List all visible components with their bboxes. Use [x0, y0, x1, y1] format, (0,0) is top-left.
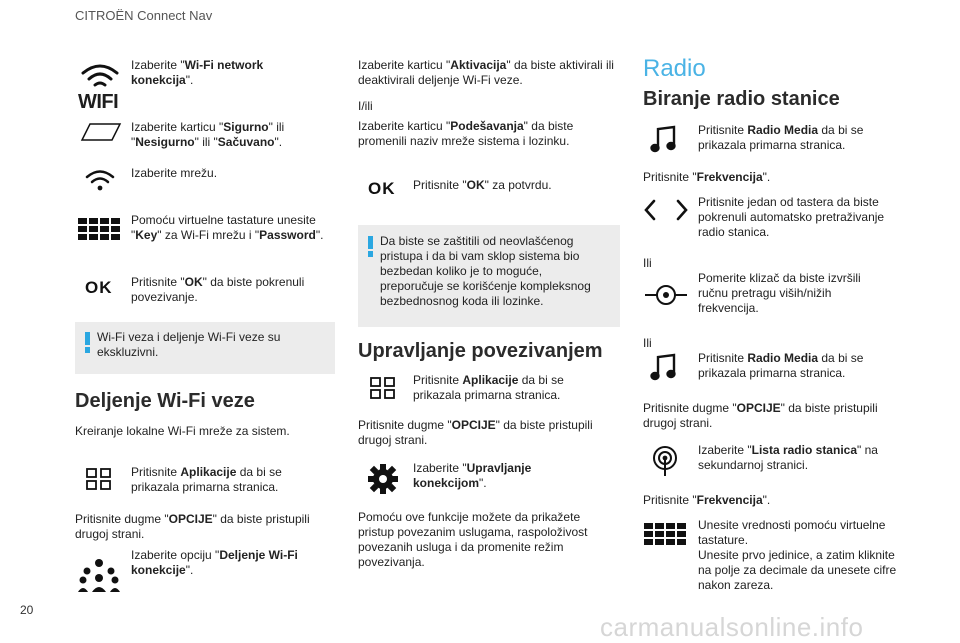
or-label: Ili [643, 336, 652, 350]
section-title-radio: Biranje radio stanice [643, 88, 840, 110]
step-options: Pritisnite dugme "OPCIJE" da biste pristupili drugoj strani. [75, 512, 310, 541]
step-share: Izaberite opciju "Deljenje Wi-Fi konekcije". [131, 548, 298, 577]
page-number: 20 [20, 603, 34, 617]
parallelogram-icon [80, 122, 122, 147]
step-wifi-network: Izaberite "Wi-Fi network konekcija". [131, 58, 264, 87]
keyboard-icon [78, 218, 120, 251]
wifi-label: WIFI [78, 91, 119, 113]
step-frequency: Pritisnite "Frekvencija". [643, 493, 771, 507]
info-icon [368, 236, 373, 249]
step-tabs: Izaberite karticu "Sigurno" ili "Nesigurno" ili "Sačuvano". [131, 120, 285, 149]
note-text: Wi-Fi veza i deljenje Wi-Fi veze su ekskluzivni. [97, 330, 281, 359]
step-activate: Izaberite karticu "Aktivacija" da biste aktivirali ili deaktivirali deljenje Wi-Fi veze. [358, 58, 614, 87]
chevrons-icon [643, 198, 689, 227]
intro-text: Kreiranje lokalne Wi-Fi mreže za sistem. [75, 424, 290, 438]
step-settings: Izaberite karticu "Podešavanja" da biste promenili naziv mreže sistema i lozinku. [358, 119, 574, 148]
note-text: Da biste se zaštitili od neovlašćenog pristupa i da bi vam sklop sistema bio bezbedan koliko je to moguće, preporučuje se korišćenje kompleksnog bezbednosnog koda ili lozinke. [380, 234, 591, 308]
watermark: carmanualsonline.info [600, 612, 864, 642]
step-manage: Izaberite "Upravljanje konekcijom". [413, 461, 532, 490]
step-list: Izaberite "Lista radio stanica" na sekundarnoj stranici. [698, 443, 878, 472]
step-network: Izaberite mrežu. [131, 166, 218, 180]
step-slider: Pomerite klizač da biste izvršili ručnu pretragu viših/nižih frekvencija. [698, 271, 861, 315]
wifi-icon [84, 168, 116, 197]
ok-icon: OK [85, 278, 113, 297]
info-note [358, 225, 620, 327]
ok-icon: OK [368, 179, 396, 198]
step-arrows: Pritisnite jedan od tastera da biste pokrenuli automatsko pretraživanje radio stanica. [698, 195, 885, 239]
step-keyboard: Pomoću virtuelne tastature unesite "Key" za Wi-Fi mrežu i "Password". [131, 213, 324, 242]
step-radio-media: Pritisnite Radio Media da bi se prikazala primarna stranica. [698, 123, 864, 152]
radio-title: Radio [643, 55, 706, 82]
radio-signal-icon [650, 445, 680, 482]
info-icon [85, 332, 90, 345]
apps-grid-icon [370, 377, 396, 404]
users-icon [78, 558, 120, 597]
step-ok-confirm: Pritisnite "OK" za potvrdu. [413, 178, 552, 192]
slider-icon [643, 283, 689, 312]
info-note [75, 322, 335, 374]
step-keypad [698, 518, 898, 593]
music-note-icon [650, 353, 678, 386]
or-label: I/ili [358, 99, 373, 113]
outro-text: Pomoću ove funkcije možete da prikažete pristup povezanim uslugama, raspoloživost povezanih usluga i da promenite režim povezivanja. [358, 510, 588, 569]
step-apps: Pritisnite Aplikacije da bi se prikazala primarna stranica. [413, 373, 564, 402]
apps-grid-icon [86, 468, 112, 495]
info-icon-base [85, 347, 90, 353]
section-title-sharing: Deljenje Wi-Fi veze [75, 390, 255, 412]
keyboard-icon [644, 523, 686, 556]
music-note-icon [650, 125, 678, 158]
step-ok: Pritisnite "OK" da biste pokrenuli povezivanje. [131, 275, 305, 304]
gear-icon [367, 463, 399, 500]
wifi-icon [78, 62, 122, 113]
section-title-connection: Upravljanje povezivanjem [358, 340, 603, 362]
step-frequency: Pritisnite "Frekvencija". [643, 170, 771, 184]
step-options: Pritisnite dugme "OPCIJE" da biste pristupili drugoj strani. [358, 418, 593, 447]
header-title: CITROËN Connect Nav [75, 8, 213, 23]
step-keypad-line1: Unesite vrednosti pomoću virtuelne tastature. [698, 518, 886, 547]
info-icon-base [368, 251, 373, 257]
or-label: Ili [643, 256, 652, 270]
step-options: Pritisnite dugme "OPCIJE" da biste pristupili drugoj strani. [643, 401, 878, 430]
step-keypad-line2: Unesite prvo jedinice, a zatim kliknite na polje za decimale da unesete cifre nakon zareza. [698, 548, 897, 592]
step-apps: Pritisnite Aplikacije da bi se prikazala primarna stranica. [131, 465, 282, 494]
step-radio-media: Pritisnite Radio Media da bi se prikazala primarna stranica. [698, 351, 864, 380]
